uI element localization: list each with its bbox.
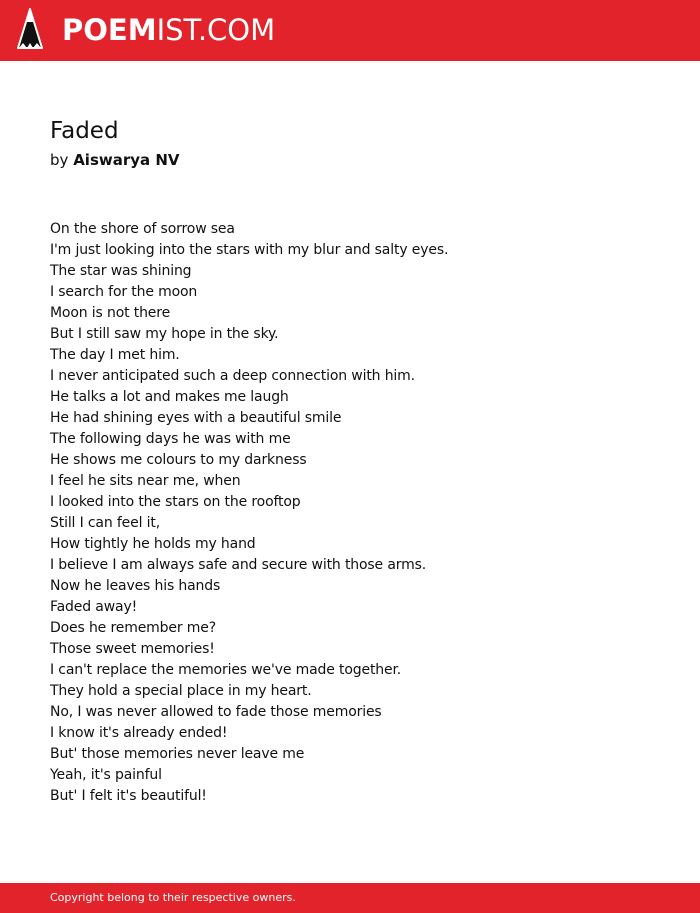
poem-line: He shows me colours to my darkness: [50, 452, 307, 468]
poem-line: No, I was never allowed to fade those memories: [50, 704, 382, 720]
site-logo[interactable]: [62, 13, 275, 47]
logo-light-text: IST.COM: [156, 13, 276, 47]
poem-line: Does he remember me?: [50, 620, 216, 636]
poem-line: But I still saw my hope in the sky.: [50, 326, 279, 342]
copyright-text: Copyright belong to their respective owners.: [50, 891, 296, 904]
poem-line: I can't replace the memories we've made together.: [50, 662, 402, 678]
logo-bold-text: POEM: [62, 13, 157, 47]
poem-line: Moon is not there: [50, 305, 171, 321]
poem-line: The day I met him.: [50, 347, 180, 363]
poem-line: I'm just looking into the stars with my blur and salty eyes.: [50, 242, 449, 258]
poem-line: They hold a special place in my heart.: [50, 683, 312, 699]
poem-line: I believe I am always safe and secure with those arms.: [50, 557, 427, 573]
poem-line: Yeah, it's painful: [50, 767, 162, 783]
poem-line: The star was shining: [50, 263, 192, 279]
poem-line: Still I can feel it,: [50, 515, 160, 531]
poem-line: He had shining eyes with a beautiful smile: [50, 410, 342, 426]
poem-line: Now he leaves his hands: [50, 578, 221, 594]
poem-line: I never anticipated such a deep connection with him.: [50, 368, 415, 384]
poem-line: On the shore of sorrow sea: [50, 221, 235, 237]
poem-line: He talks a lot and makes me laugh: [50, 389, 289, 405]
poem-line: But' I felt it's beautiful!: [50, 788, 207, 804]
author-name: Aiswarya NV: [73, 151, 180, 169]
poem-line: I looked into the stars on the rooftop: [50, 494, 301, 510]
site-header: [0, 0, 700, 61]
poem-line: Those sweet memories!: [50, 641, 215, 657]
poem-line: Faded away!: [50, 599, 138, 615]
poem-line: I search for the moon: [50, 284, 198, 300]
poem-line: I feel he sits near me, when: [50, 473, 241, 489]
poem-title: Faded: [50, 118, 119, 144]
byline: [50, 150, 180, 170]
poem-line: The following days he was with me: [50, 431, 291, 447]
pencil-icon: [16, 8, 44, 52]
poem-line: I know it's already ended!: [50, 725, 228, 741]
by-label: by: [50, 151, 69, 169]
poem-line: How tightly he holds my hand: [50, 536, 256, 552]
site-footer: [0, 883, 700, 913]
poem-line: But' those memories never leave me: [50, 746, 305, 762]
poem-body: [50, 219, 670, 807]
